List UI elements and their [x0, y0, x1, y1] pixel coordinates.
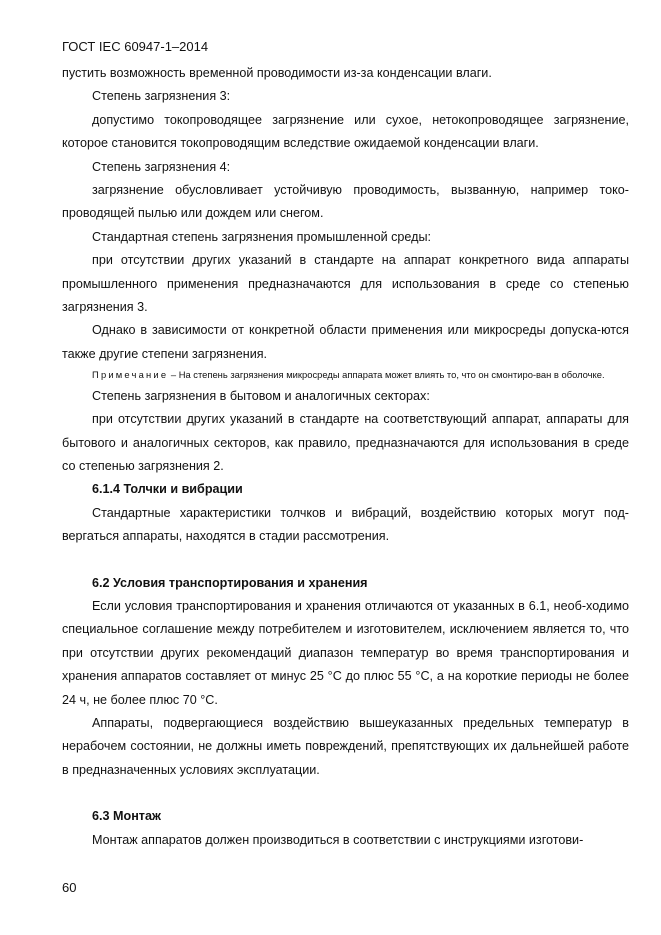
section-heading-6-1-4: 6.1.4 Толчки и вибрации	[92, 482, 243, 497]
note-label: Примечание	[92, 369, 169, 381]
paragraph: пустить возможность временной проводимости из-за конденсации влаги.	[62, 66, 492, 80]
section-heading-6-3: 6.3 Монтаж	[92, 809, 161, 824]
document-body	[62, 62, 629, 852]
paragraph: Степень загрязнения 3:	[92, 89, 231, 104]
note-text: – На степень загрязнения микросреды аппарата может влиять то, что он смонтиро-ван в оболочке.	[168, 369, 605, 381]
paragraph: Степень загрязнения 4:	[92, 159, 231, 174]
paragraph: при отсутствии других указаний в стандарте на аппарат конкретного вида аппараты промышленного применения предназначаются для использования в среде со степенью загрязнения 3.	[62, 253, 629, 315]
document-header: ГОСТ IEC 60947-1–2014	[62, 39, 209, 54]
paragraph: Стандартные характеристики толчков и вибраций, воздействию которых могут под-вергаться аппараты, находятся в стадии рассмотрения.	[62, 505, 629, 544]
page-number: 60	[62, 880, 77, 895]
note	[62, 366, 629, 385]
paragraph: Монтаж аппаратов должен производиться в соответствии с инструкциями изготови-	[92, 832, 584, 847]
paragraph: допустимо токопроводящее загрязнение или сухое, нетокопроводящее загрязнение, которое становится токопроводящим вследствие ожидаемой конденсации влаги.	[62, 112, 629, 151]
paragraph: Аппараты, подвергающиеся воздействию вышеуказанных предельных температур в нерабочем состоянии, не должны иметь повреждений, препятствующих их дальнейшей работе в предназначенных условиях эксплуатации.	[62, 716, 629, 777]
paragraph: загрязнение обусловливает устойчивую проводимость, вызванную, например токо-проводящей пылью или дождем или снегом.	[62, 183, 629, 221]
paragraph: Если условия транспортирования и хранения отличаются от указанных в 6.1, необ-ходимо специальное соглашение между потребителем и изготовителем, исключением является то, что при отсутствии других рекомендаций диапазон температур во время транспортирования и хранения аппаратов составляет от минус 25 °C до плюс 55 °C, а на короткие периоды не более 24 ч, не более плюс 70 °C.	[62, 599, 629, 707]
paragraph: Степень загрязнения в бытовом и аналогичных секторах:	[92, 388, 430, 403]
paragraph: при отсутствии других указаний в стандарте на соответствующий аппарат, аппараты для бытового и аналогичных секторов, как правило, предназначаются для использования в среде со степенью загрязнения 2.	[62, 412, 629, 473]
paragraph: Стандартная степень загрязнения промышленной среды:	[92, 229, 432, 244]
paragraph: Однако в зависимости от конкретной области применения или микросреды допуска-ются также другие степени загрязнения.	[62, 323, 629, 361]
section-heading-6-2: 6.2 Условия транспортирования и хранения	[92, 575, 368, 590]
